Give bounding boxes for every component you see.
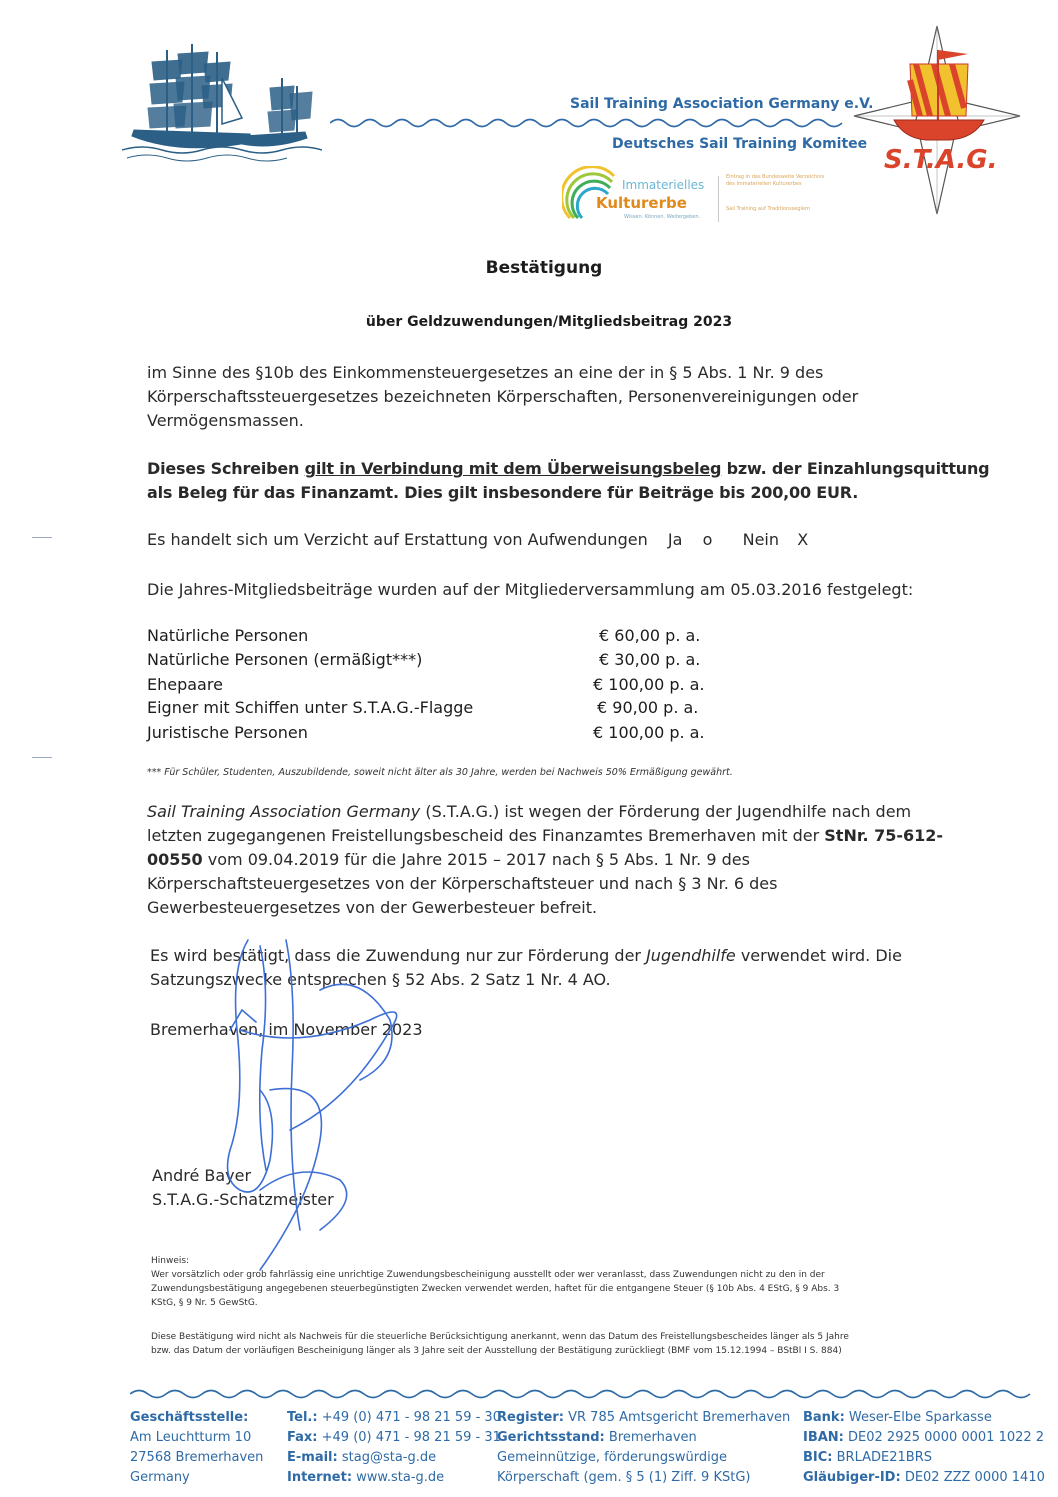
- waiver-text: Es handelt sich um Verzicht auf Erstattung von Aufwendungen: [147, 530, 648, 549]
- bic-label: BIC:: [803, 1450, 833, 1465]
- office-city: 27568 Bremerhaven: [130, 1450, 264, 1465]
- header-wave-divider: [330, 116, 850, 130]
- tall-ships-illustration: [122, 38, 322, 168]
- footer-bank: [803, 1408, 1055, 1488]
- fees-footnote: *** Für Schüler, Studenten, Auszubildende, soweit nicht älter als 30 Jahre, werden bei Nachweis 50% Ermäßigung gewährt.: [147, 767, 733, 778]
- footer-contact: [287, 1408, 501, 1488]
- heritage-tagline: Wissen. Können. Weitergeben.: [624, 214, 701, 220]
- waiver-line: [147, 528, 808, 552]
- signer-role: S.T.A.G.-Schatzmeister: [152, 1190, 334, 1209]
- web-value: www.sta-g.de: [356, 1470, 445, 1485]
- notice-text-c: bzw. der Einzahlungsquittung: [721, 459, 990, 478]
- waiver-yes-label: Ja: [667, 530, 683, 549]
- signer-name: André Bayer: [152, 1166, 252, 1185]
- legal-notice-line-1: Wer vorsätzlich oder grob fahrlässig eine unrichtige Zuwendungsbescheinigung ausstellt oder wer veranlasst, dass Zuwendungen nicht zu den in der: [151, 1270, 825, 1280]
- iban-value: DE02 2925 0000 0001 1022 2: [848, 1430, 1045, 1445]
- heritage-note2: Sail Training auf Traditionsseglern: [726, 206, 811, 212]
- contact-web: [287, 1468, 501, 1488]
- email-value: stag@sta-g.de: [341, 1450, 437, 1465]
- kulturerbe-logo: [562, 166, 712, 224]
- creditor-value: DE02 ZZZ 0000 1410: [904, 1470, 1045, 1485]
- validity-notice: [151, 1330, 951, 1358]
- fee-label: Ehepaare: [147, 675, 223, 694]
- email-label: E-mail:: [287, 1450, 338, 1465]
- notice-text-underlined: gilt in Verbindung mit dem Überweisungsbeleg: [304, 459, 722, 478]
- place-date: Bremerhaven, im November 2023: [150, 1020, 423, 1039]
- web-label: Internet:: [287, 1470, 353, 1485]
- confirmation-line-2: Satzungszwecke entsprechen § 52 Abs. 2 Satz 1 Nr. 4 AO.: [150, 970, 611, 989]
- office-country: Germany: [130, 1470, 190, 1485]
- legal-notice-title: Hinweis:: [151, 1256, 190, 1266]
- receipt-notice-line-1: [147, 457, 1017, 481]
- exemption-line-2-text: letzten zugegangenen Freistellungsbescheid des Finanzamtes Bremerhaven mit der: [147, 826, 825, 845]
- org-name: Sail Training Association Germany e.V.: [570, 96, 874, 112]
- charity-line-2: Körperschaft (gem. § 5 (1) Ziff. 9 KStG): [497, 1470, 751, 1485]
- creditor-label: Gläubiger-ID:: [803, 1470, 901, 1485]
- margin-mark: [32, 537, 52, 538]
- bank-value: Weser-Elbe Sparkasse: [848, 1410, 992, 1425]
- exemption-line-4: Körperschaftsteuergesetzes von der Körperschaftsteuer und nach § 3 Nr. 6 des: [147, 874, 778, 893]
- fees-intro: Die Jahres-Mitgliedsbeiträge wurden auf der Mitgliederversammlung am 05.03.2016 festgelegt:: [147, 580, 914, 599]
- fax-value: +49 (0) 471 - 98 21 59 - 31: [321, 1430, 501, 1445]
- court-value: Bremerhaven: [608, 1430, 697, 1445]
- waiver-yes-mark: o: [702, 530, 713, 549]
- intro-line-2: Körperschaftssteuergesetzes bezeichneten Körperschaften, Personenvereinigungen oder: [147, 387, 859, 406]
- fee-row: [147, 675, 707, 699]
- fee-amount: € 100,00 p. a.: [593, 723, 705, 742]
- legal-notice-line-2: Zuwendungsbestätigung angegebenen steuerbegünstigten Zwecken verwendet werden, haftet für die entgangene Steuer (§ 10b Abs. 4 EStG, § 9 Abs. 3: [151, 1284, 840, 1294]
- validity-notice-line-2: bzw. das Datum der vorläufigen Bescheinigung länger als 3 Jahre seit der Ausstellung der Bestätigung zurückliegt (BMF vom 15.12.1994 – BStBl I S. 884): [151, 1346, 842, 1356]
- fee-amount: € 30,00 p. a.: [599, 650, 701, 669]
- fee-row: [147, 626, 707, 650]
- margin-mark: [32, 757, 52, 758]
- waiver-no-label: Nein: [742, 530, 780, 549]
- heritage-note1: Eintrag in das Bundesweite Verzeichnis des Immateriellen Kulturerbes: [726, 174, 825, 187]
- tel-label: Tel.:: [287, 1410, 318, 1425]
- fee-amount: € 90,00 p. a.: [597, 698, 699, 717]
- committee-name: Deutsches Sail Training Komitee: [612, 136, 868, 152]
- tel-value: +49 (0) 471 - 98 21 59 - 30: [321, 1410, 501, 1425]
- document-subtitle: über Geldzuwendungen/Mitgliedsbeitrag 2023: [365, 314, 733, 330]
- court-line: [497, 1428, 790, 1448]
- fee-label: Natürliche Personen: [147, 626, 309, 645]
- fee-amount: € 60,00 p. a.: [599, 626, 701, 645]
- bank-line: [803, 1408, 1055, 1428]
- fee-row: [147, 723, 707, 747]
- contact-email: [287, 1448, 501, 1468]
- creditor-line: [803, 1468, 1055, 1488]
- fee-label: Juristische Personen: [147, 723, 308, 742]
- tax-number-part-1: StNr. 75-612-: [824, 826, 944, 845]
- fax-label: Fax:: [287, 1430, 318, 1445]
- register-value: VR 785 Amtsgericht Bremerhaven: [568, 1410, 791, 1425]
- exemption-line-1-rest: (S.T.A.G.) ist wegen der Förderung der Jugendhilfe nach dem: [420, 802, 912, 821]
- contact-fax: [287, 1428, 501, 1448]
- intro-line-3: Vermögensmassen.: [147, 411, 304, 430]
- footer-wave-divider: [130, 1387, 1042, 1401]
- bank-label: Bank:: [803, 1410, 845, 1425]
- intro-paragraph: [147, 361, 1007, 433]
- legal-notice-line-3: KStG, § 9 Nr. 5 GewStG.: [151, 1298, 258, 1308]
- receipt-notice: [147, 457, 1017, 505]
- iban-line: [803, 1428, 1055, 1448]
- exemption-line-3-text: vom 09.04.2019 für die Jahre 2015 – 2017 nach § 5 Abs. 1 Nr. 9 des: [202, 850, 750, 869]
- waiver-no-mark: X: [797, 530, 809, 549]
- intro-line-1: im Sinne des §10b des Einkommensteuergesetzes an eine der in § 5 Abs. 1 Nr. 9 des: [147, 363, 824, 382]
- fee-row: [147, 698, 707, 722]
- footer-office: [130, 1408, 263, 1488]
- fee-label: Natürliche Personen (ermäßigt***): [147, 650, 423, 669]
- confirm-text-c: verwendet wird. Die: [735, 946, 902, 965]
- fee-row: [147, 650, 707, 674]
- fee-amount: € 100,00 p. a.: [593, 675, 705, 694]
- exemption-paragraph: [147, 800, 1027, 920]
- charity-line-1: Gemeinnützige, förderungswürdige: [497, 1450, 727, 1465]
- tax-number-part-2: 00550: [147, 850, 203, 869]
- exemption-line-3: [147, 848, 1027, 872]
- iban-label: IBAN:: [803, 1430, 844, 1445]
- heritage-line1: Immaterielles: [622, 178, 705, 192]
- bic-value: BRLADE21BRS: [836, 1450, 932, 1465]
- confirm-jugendhilfe: Jugendhilfe: [646, 946, 736, 965]
- register-label: Register:: [497, 1410, 564, 1425]
- office-label: Geschäftsstelle:: [130, 1410, 249, 1425]
- office-street: Am Leuchtturm 10: [130, 1430, 252, 1445]
- fees-table: [147, 626, 747, 756]
- exemption-org-italic: Sail Training Association Germany: [147, 802, 421, 821]
- notice-text-a: Dieses Schreiben: [147, 459, 305, 478]
- exemption-line-5: Gewerbesteuergesetzes von der Gewerbesteuer befreit.: [147, 898, 598, 917]
- footer-register: [497, 1408, 790, 1488]
- document-title: Bestätigung: [485, 258, 603, 278]
- stag-logo-text: S.T.A.G.: [884, 145, 998, 175]
- exemption-line-2: [147, 824, 1027, 848]
- receipt-notice-line-2: als Beleg für das Finanzamt. Dies gilt insbesondere für Beiträge bis 200,00 EUR.: [147, 483, 859, 502]
- court-label: Gerichtsstand:: [497, 1430, 605, 1445]
- register-line: [497, 1408, 790, 1428]
- contact-tel: [287, 1408, 501, 1428]
- confirm-text-a: Es wird bestätigt, dass die Zuwendung nur zur Förderung der: [150, 946, 647, 965]
- validity-notice-line-1: Diese Bestätigung wird nicht als Nachweis für die steuerliche Berücksichtigung anerkannt, wenn das Datum des Freistellungsbescheides länger als 5 Jahre: [151, 1332, 849, 1342]
- exemption-line-1: [147, 800, 1027, 824]
- handwritten-signature: [200, 930, 440, 1290]
- stag-compass-ship-logo: [850, 20, 1025, 220]
- bic-line: [803, 1448, 1055, 1468]
- heritage-divider: [718, 176, 719, 222]
- fee-label: Eigner mit Schiffen unter S.T.A.G.-Flagge: [147, 698, 474, 717]
- heritage-line2: Kulturerbe: [596, 194, 687, 212]
